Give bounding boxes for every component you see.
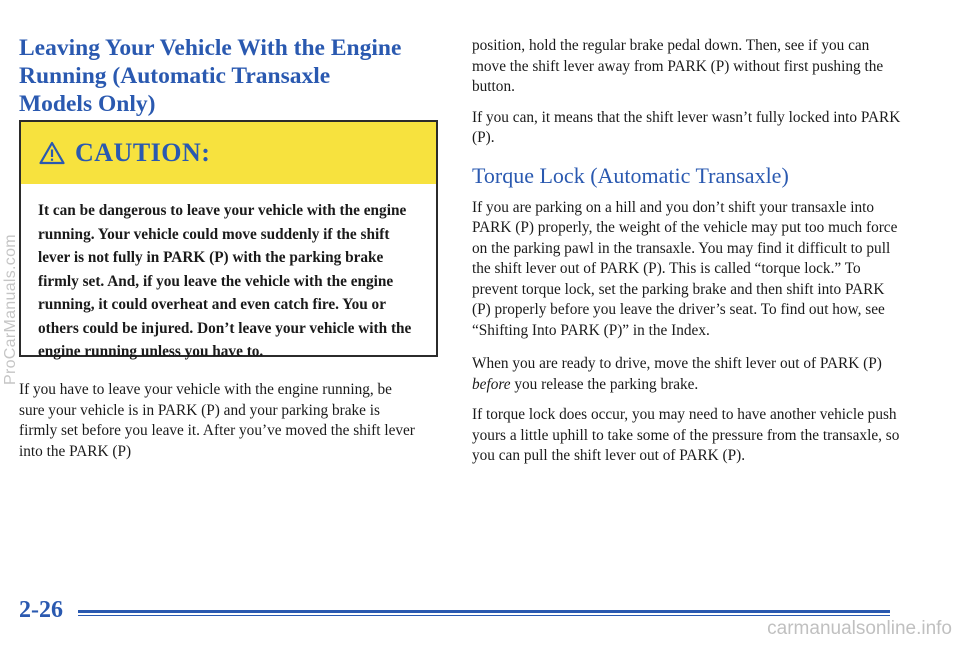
caution-box bbox=[19, 120, 438, 360]
text-span: you release the parking brake. bbox=[510, 375, 699, 393]
heading-line: Leaving Your Vehicle With the Engine bbox=[19, 35, 402, 61]
subsection-heading: Torque Lock (Automatic Transaxle) bbox=[472, 162, 789, 188]
caution-header bbox=[21, 122, 436, 184]
caution-text: It can be dangerous to leave your vehicle with the engine running. Your vehicle could move suddenly if the shift lever is not fully in PARK (P) with the parking brake firmly set. And, if you leave the vehicle with the engine running, it could overheat and even catch fire. You or others could be injured. Don’t leave your vehicle with the engine running unless you have to. bbox=[38, 202, 412, 360]
footer-rule-thin bbox=[78, 615, 890, 616]
emphasis-text: before bbox=[472, 375, 511, 393]
caution-title: CAUTION: bbox=[75, 138, 211, 167]
side-watermark: ProCarManuals.com bbox=[2, 234, 19, 385]
text-span: When you are ready to drive, move the shift lever out of PARK (P) bbox=[472, 355, 882, 372]
body-paragraph bbox=[472, 354, 902, 395]
body-paragraph: If torque lock does occur, you may need to have another vehicle push yours a little uphill to take some of the pressure from the transaxle, so you can pull the shift lever out of PARK (P). bbox=[472, 406, 900, 464]
warning-triangle-icon bbox=[39, 141, 65, 165]
heading-line: Running (Automatic Transaxle bbox=[19, 63, 331, 89]
body-paragraph: If you can, it means that the shift lever wasn’t fully locked into PARK (P). bbox=[472, 108, 901, 146]
right-column bbox=[472, 36, 902, 477]
body-paragraph: If you have to leave your vehicle with the engine running, be sure your vehicle is in PARK (P) and your parking brake is firmly set before you leave it. After you’ve moved the shift lever into the PARK (P) bbox=[19, 381, 415, 460]
body-paragraph: position, hold the regular brake pedal down. Then, see if you can move the shift lever away from PARK (P) without first pushing the button. bbox=[472, 37, 884, 95]
page-number: 2-26 bbox=[19, 597, 63, 623]
section-heading bbox=[19, 34, 439, 118]
bottom-watermark: carmanualsonline.info bbox=[767, 618, 952, 639]
body-paragraph: If you are parking on a hill and you don’t shift your transaxle into PARK (P) properly, the weight of the vehicle may put too much force on the parking pawl in the transaxle. You may find it difficult to pull the shift lever out of PARK (P). This is called “torque lock.” To prevent torque lock, set the parking brake and then shift into PARK (P) properly before you leave the driver’s seat. To find out how, see “Shifting Into PARK (P)” in the Index. bbox=[472, 198, 898, 339]
footer-rule bbox=[78, 610, 890, 613]
heading-line: Models Only) bbox=[19, 91, 156, 117]
